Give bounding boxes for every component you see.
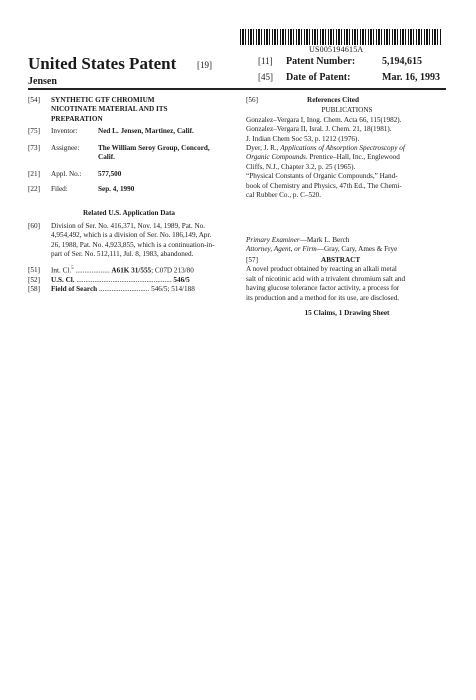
barcode-number: US005194615A [309, 45, 364, 54]
reference-item [246, 144, 448, 172]
int-cl-dots: ................... [73, 266, 110, 275]
abstract-heading: ABSTRACT [321, 256, 361, 264]
reference-item: Gonzalez–Vergara II, Isral. J. Chem. 21, 18(1981). [246, 125, 392, 134]
abstract-line: salt of nicotinic acid with a trivalent chromium salt and [246, 274, 406, 283]
classification-block [28, 264, 240, 295]
related-data-heading: Related U.S. Application Data [82, 209, 176, 217]
related-line: Division of Ser. No. 416,371, Nov. 14, 1989, Pat. No. [51, 222, 206, 230]
field-search-code: [58] [28, 285, 40, 294]
appl-label: Appl. No.: [51, 170, 82, 178]
reference-item: Gonzalez–Vergara I, Inog. Chem. Acta 66, 115(1982). [246, 115, 402, 124]
int-cl-value-secondary: ; C07D 213/80 [151, 266, 194, 275]
related-data-field [28, 222, 238, 260]
filed-label: Filed: [51, 185, 68, 193]
appl-value: 577,500 [98, 170, 122, 178]
reference-item [246, 172, 448, 200]
examiner-label: Primary Examiner [246, 236, 300, 244]
date-code: [45] [258, 72, 273, 82]
related-line: 26, 1988, Pat. No. 4,923,855, which is a continuation-in- [51, 240, 215, 249]
title-line: NICOTINATE MATERIAL AND ITS [51, 105, 168, 114]
patent-number: 5,194,615 [382, 56, 422, 67]
refs-heading: References Cited [307, 96, 359, 104]
barcode [240, 29, 442, 45]
abstract-line: A novel product obtained by reacting an alkali metal [246, 265, 397, 274]
examiner-block [246, 236, 448, 255]
assignee-label: Assignee: [51, 144, 80, 152]
country-title: United States Patent [28, 54, 177, 73]
int-cl-label: Int. Cl. [51, 266, 72, 275]
us-cl-label: U.S. Cl. [51, 275, 75, 284]
filed-value: Sep. 4, 1990 [98, 185, 135, 193]
reference-item: J. Indian Chem Soc 53, p. 1212 (1976). [246, 134, 360, 143]
attorney-label: Attorney, Agent, or Firm [246, 245, 317, 254]
date-of-patent-row [258, 72, 440, 83]
abstract-block [246, 256, 448, 318]
assignee-code: [73] [28, 144, 40, 152]
appl-no-field [28, 170, 121, 179]
reference-title: Applications of Absorption Spectroscopy of [280, 144, 405, 153]
inventor-field [28, 127, 194, 136]
patent-number-label: Patent Number: [286, 56, 356, 67]
patent-number-row [258, 56, 422, 67]
related-line: part of Ser. No. 512,111, Jul. 8, 1983, abandoned. [51, 250, 194, 259]
reference-publisher: . Prentice–Hall, Inc., Englewood [305, 153, 400, 162]
assignee-field [28, 144, 210, 163]
date-label: Date of Patent: [286, 72, 351, 83]
reference-location: Cliffs, N.J., Chapter 3.2, p. 25 (1965). [246, 162, 356, 171]
int-cl-superscript: 5 [71, 266, 74, 271]
assignee-value-cont: Calif. [98, 153, 115, 162]
patent-number-code: [11] [258, 56, 273, 66]
title-line: PREPARATION [51, 114, 103, 123]
examiner-value: —Mark L. Berch [299, 236, 350, 244]
inventor-value: Ned L. Jensen, Martinez, Calif. [98, 127, 194, 135]
refs-code: [56] [246, 96, 258, 104]
title-code: [54] [28, 96, 40, 104]
reference-title-cont: Organic Compounds [246, 153, 306, 162]
int-cl-code: [51] [28, 266, 40, 275]
claims-summary: 15 Claims, 1 Drawing Sheet [304, 309, 390, 318]
reference-author: Dyer, J. R., [246, 144, 281, 153]
references-block [246, 96, 448, 200]
filed-code: [22] [28, 185, 40, 193]
assignee-value: The William Seroy Group, Concord, [98, 144, 210, 152]
title-block [28, 96, 168, 124]
publications-heading: PUBLICATIONS [321, 106, 373, 115]
us-cl-code: [52] [28, 275, 40, 284]
field-search-label: Field of Search [51, 285, 98, 294]
abstract-line: its production and a method for its use, are disclosed. [246, 293, 400, 302]
country-code: [19] [197, 60, 212, 70]
filed-field [28, 185, 134, 194]
reference-line: “Physical Constants of Organic Compounds,” Hand- [246, 172, 398, 181]
abstract-line: having glucose tolerance factor activity, a process for [246, 284, 400, 293]
inventor-surname: Jensen [28, 76, 57, 87]
int-cl-value: A61K 31/555 [111, 266, 152, 275]
reference-line: book of Chemistry and Physics, 47th Ed., The Chemi- [246, 181, 402, 190]
inventor-label: Inventor: [51, 127, 78, 135]
abstract-code: [57] [246, 256, 258, 264]
reference-line: cal Rubber Co., p. C–520. [246, 191, 322, 200]
attorney-value: —Gray, Cary, Ames & Frye [316, 245, 398, 254]
inventor-code: [75] [28, 127, 40, 135]
appl-code: [21] [28, 170, 40, 178]
related-code: [60] [28, 222, 40, 230]
field-search-dots: ............................ [97, 285, 150, 294]
us-cl-dots: ..................................................... [74, 275, 172, 284]
header-divider [28, 88, 446, 90]
us-cl-value: 546/5 [173, 275, 190, 284]
date-of-patent: Mar. 16, 1993 [382, 72, 440, 83]
field-search-value: 546/5; 514/188 [151, 285, 195, 294]
title-line: SYNTHETIC GTF CHROMIUM [51, 96, 155, 104]
related-line: 4,954,492, which is a division of Ser. No. 186,149, Apr. [51, 231, 212, 240]
